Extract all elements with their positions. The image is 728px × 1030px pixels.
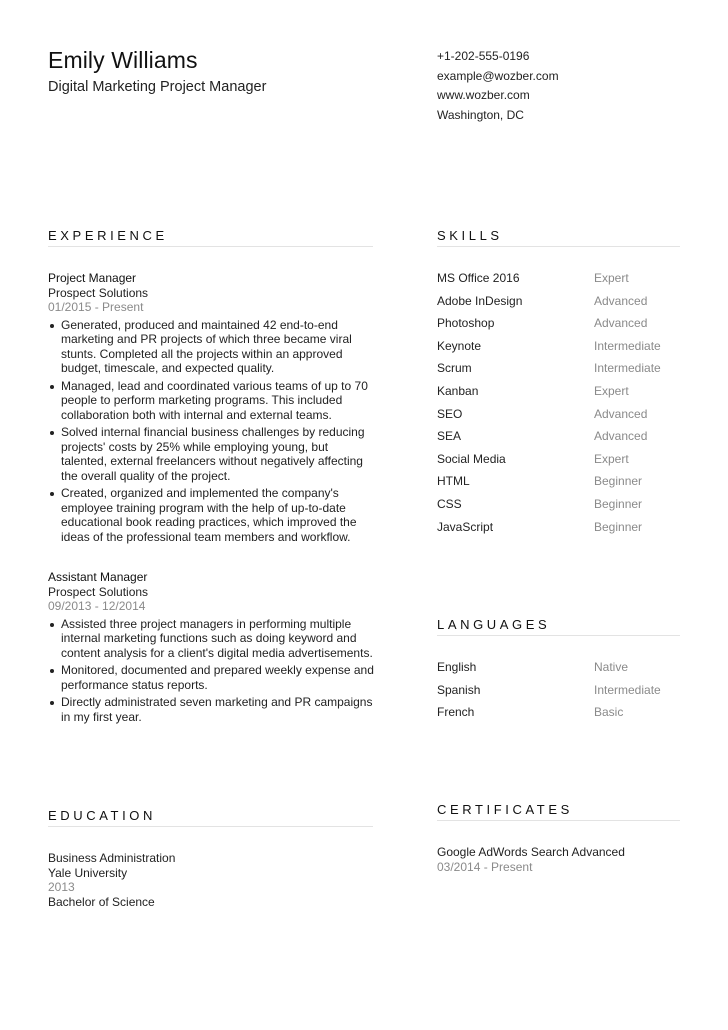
job-bullet: Assisted three project managers in performing multiple internal marketing functions such as doing keyword and content analysis for a client's digital media advertisements.	[48, 617, 374, 661]
education-school: Yale University	[48, 865, 128, 880]
skills-divider	[437, 246, 680, 247]
experience-divider	[48, 246, 373, 247]
skill-name: Kanban	[437, 383, 479, 398]
skill-row	[437, 384, 680, 407]
skill-row	[437, 520, 680, 543]
languages-heading: LANGUAGES	[437, 617, 551, 632]
job-title: Project Manager	[48, 271, 137, 285]
language-level: Basic	[594, 705, 624, 720]
contact-email: example@wozber.com	[437, 68, 559, 83]
language-row	[437, 660, 680, 683]
skill-level: Advanced	[594, 316, 648, 331]
experience-heading: EXPERIENCE	[48, 228, 168, 243]
skill-level: Advanced	[594, 293, 648, 308]
job-bullets	[48, 617, 374, 725]
skill-level: Advanced	[594, 429, 648, 444]
language-level: Intermediate	[594, 682, 661, 697]
job-title: Assistant Manager	[48, 570, 148, 584]
certificates-heading: CERTIFICATES	[437, 802, 573, 817]
skill-name: SEO	[437, 406, 463, 421]
skill-level: Advanced	[594, 406, 648, 421]
job-bullet: Directly administrated seven marketing and PR campaigns in my first year.	[48, 695, 374, 724]
certificate-name: Google AdWords Search Advanced	[437, 845, 625, 859]
skill-level: Expert	[594, 383, 629, 398]
skill-row	[437, 474, 680, 497]
skill-name: Social Media	[437, 451, 506, 466]
skill-row	[437, 316, 680, 339]
job-bullet: Generated, produced and maintained 42 end-to-end marketing and PR projects of which three became viral stunts. Completed all the projects within an approved budget, timescale, and expected quality.	[48, 318, 374, 376]
skill-row	[437, 429, 680, 452]
job-bullet: Managed, lead and coordinated various teams of up to 70 people to perform marketing programs. This included collaboration both with internal and external teams.	[48, 379, 374, 423]
skill-level: Beginner	[594, 474, 643, 489]
skill-row	[437, 361, 680, 384]
job-bullet: Created, organized and implemented the company's employee training program with the help of up-to-date educational book reading practices, which improved the ideas of the professional team members and workflow.	[48, 486, 374, 544]
skill-name: Keynote	[437, 338, 482, 353]
skill-row	[437, 339, 680, 362]
skill-name: Photoshop	[437, 316, 495, 331]
skill-level: Intermediate	[594, 338, 661, 353]
skill-row	[437, 294, 680, 317]
job-company: Prospect Solutions	[48, 285, 149, 300]
skill-row	[437, 497, 680, 520]
skill-name: HTML	[437, 474, 470, 489]
contact-block	[437, 47, 559, 125]
education-entry	[48, 851, 175, 909]
skills-heading: SKILLS	[437, 228, 503, 243]
skill-name: Adobe InDesign	[437, 293, 523, 308]
certificate-dates: 03/2014 - Present	[437, 859, 533, 874]
skill-row	[437, 271, 680, 294]
job-entry	[48, 570, 374, 727]
skill-level: Beginner	[594, 496, 643, 511]
job-bullet: Monitored, documented and prepared weekly expense and performance status reports.	[48, 663, 374, 692]
job-company: Prospect Solutions	[48, 584, 149, 599]
skill-level: Expert	[594, 271, 629, 285]
job-bullets	[48, 318, 374, 545]
skill-name: JavaScript	[437, 519, 494, 534]
certificates-divider	[437, 820, 680, 821]
language-name: French	[437, 705, 475, 720]
skill-row	[437, 407, 680, 430]
contact-website: www.wozber.com	[437, 88, 530, 103]
job-dates: 09/2013 - 12/2014	[48, 599, 146, 613]
certificate-entry	[437, 845, 625, 874]
language-row	[437, 705, 680, 728]
skill-name: SEA	[437, 429, 462, 444]
education-heading: EDUCATION	[48, 808, 156, 823]
skill-name: CSS	[437, 496, 462, 511]
language-name: English	[437, 660, 477, 674]
education-qualification: Bachelor of Science	[48, 894, 155, 909]
job-bullet: Solved internal financial business challenges by reducing projects' costs by 25% while employing young, but talented, external freelancers without negatively affecting the overall quality of the project.	[48, 425, 374, 483]
contact-phone: +1-202-555-0196	[437, 49, 530, 63]
skill-row	[437, 452, 680, 475]
contact-location: Washington, DC	[437, 107, 524, 122]
languages-list	[437, 660, 680, 728]
skill-name: MS Office 2016	[437, 271, 520, 285]
candidate-role: Digital Marketing Project Manager	[48, 79, 267, 95]
language-row	[437, 683, 680, 706]
language-level: Native	[594, 660, 629, 674]
education-divider	[48, 826, 373, 827]
education-degree: Business Administration	[48, 851, 176, 865]
education-year: 2013	[48, 880, 75, 894]
skills-list	[437, 271, 680, 542]
candidate-name: Emily Williams	[48, 47, 198, 73]
job-entry	[48, 271, 374, 547]
skill-level: Intermediate	[594, 361, 661, 376]
skill-level: Beginner	[594, 519, 643, 534]
skill-level: Expert	[594, 451, 629, 466]
job-dates: 01/2015 - Present	[48, 300, 144, 314]
skill-name: Scrum	[437, 361, 472, 376]
language-name: Spanish	[437, 682, 481, 697]
languages-divider	[437, 635, 680, 636]
